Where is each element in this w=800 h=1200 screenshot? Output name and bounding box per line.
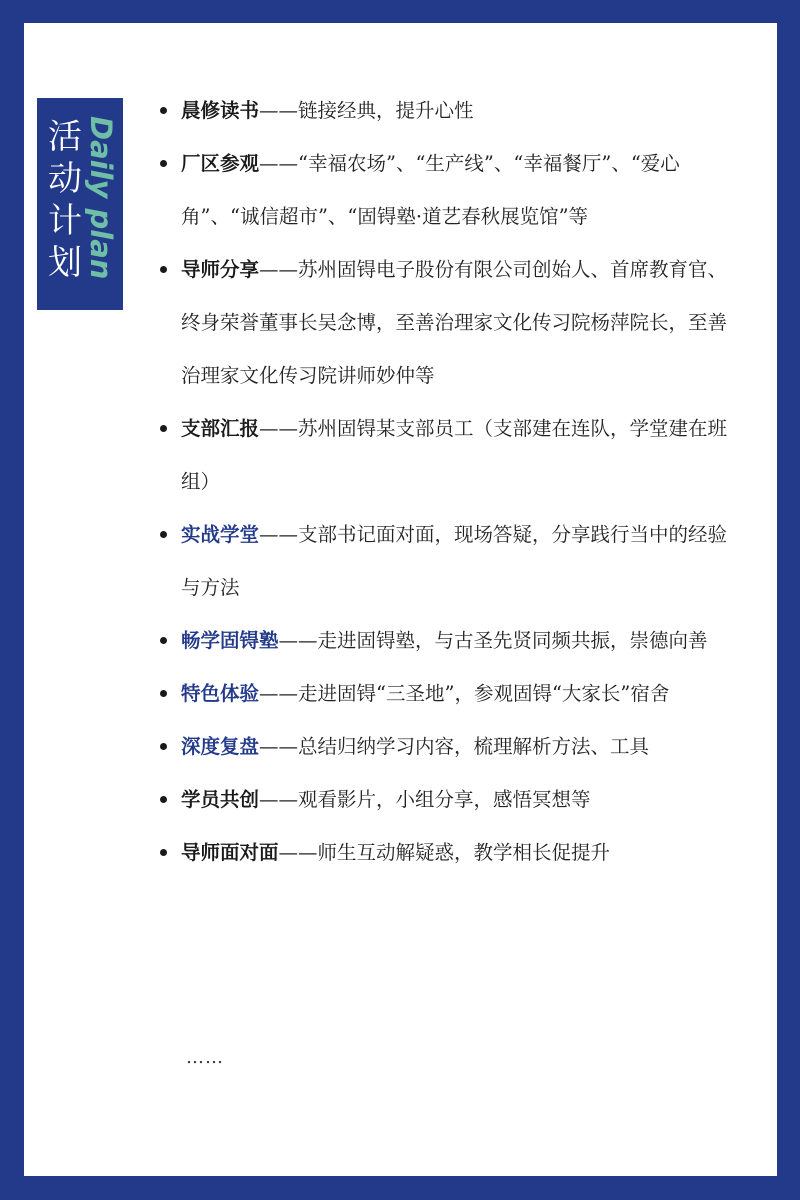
label-char: 活 [48,117,82,157]
item-text: ——走进固锝塾，与古圣先贤同频共振，崇德向善 [278,629,708,652]
activity-list [160,84,740,879]
bullet-icon [160,425,167,432]
section-label-chinese [45,116,85,284]
item-keyword: 导师面对面 [181,841,279,864]
item-text: ——走进固锝“三圣地”，参观固锝“大家长”宿舍 [259,682,670,705]
list-item [160,773,740,826]
item-keyword: 厂区参观 [181,152,260,175]
item-keyword: 特色体验 [181,682,260,705]
item-text: ——链接经典，提升心性 [259,99,474,122]
item-text: ——苏州固锝电子股份有限公司创始人、首席教育官、终身荣誉董事长吴念博，至善治理家文化传习院杨萍院长，至善治理家文化传习院讲师妙仲等 [181,258,728,387]
item-text: ——师生互动解疑惑，教学相长促提升 [278,841,611,864]
item-keyword: 导师分享 [181,258,260,281]
label-char: 计 [48,201,82,241]
bullet-icon [160,637,167,644]
label-char: 划 [48,243,82,283]
bullet-icon [160,531,167,538]
bullet-icon [160,266,167,273]
list-item [160,84,740,137]
bullet-icon [160,690,167,697]
item-keyword: 实战学堂 [181,523,260,546]
item-keyword: 晨修读书 [181,99,260,122]
item-text: ——苏州固锝某支部员工（支部建在连队，学堂建在班组） [181,417,728,493]
item-keyword: 深度复盘 [181,735,260,758]
list-item [160,826,740,879]
list-item [160,402,740,508]
item-keyword: 学员共创 [181,788,260,811]
ellipsis: …… [186,1047,224,1068]
bullet-icon [160,796,167,803]
item-text: ——总结归纳学习内容，梳理解析方法、工具 [259,735,650,758]
bullet-icon [160,160,167,167]
item-text: ——“幸福农场”、“生产线”、“幸福餐厅”、“爱心角”、“诚信超市”、“固锝塾·道艺春秋展览馆”等 [181,152,680,228]
item-keyword: 支部汇报 [181,417,260,440]
list-item [160,667,740,720]
section-label-english: Daily plan [84,116,118,280]
list-item [160,720,740,773]
item-keyword: 畅学固锝塾 [181,629,279,652]
list-item [160,614,740,667]
bullet-icon [160,743,167,750]
list-item [160,508,740,614]
section-label [37,98,123,310]
item-text: ——观看影片，小组分享，感悟冥想等 [259,788,591,811]
list-item [160,243,740,402]
item-text: ——支部书记面对面，现场答疑，分享践行当中的经验与方法 [181,523,728,599]
label-char: 动 [48,159,82,199]
list-item [160,137,740,243]
bullet-icon [160,849,167,856]
bullet-icon [160,107,167,114]
